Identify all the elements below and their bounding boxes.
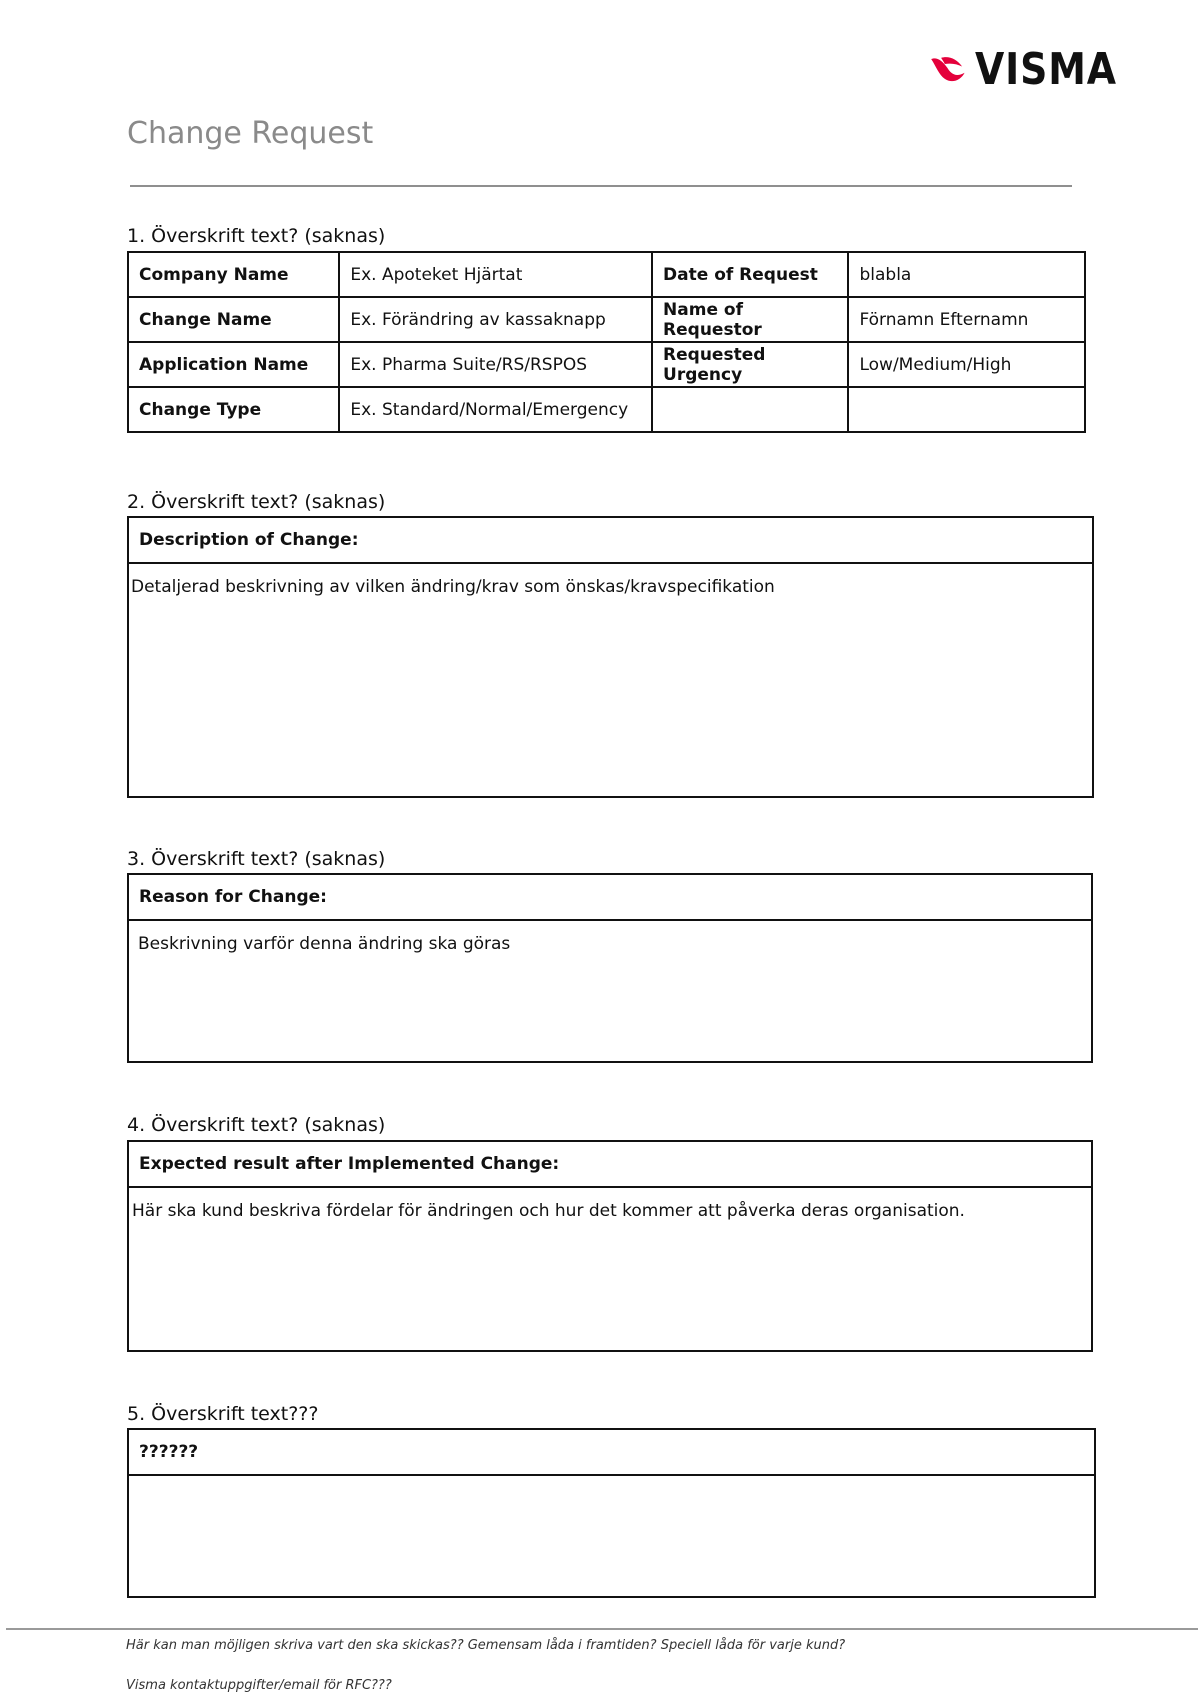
change-type-label: Change Type: [128, 387, 339, 432]
description-of-change-text[interactable]: Detaljerad beskrivning av vilken ändring/krav som önskas/kravspecifikation: [131, 577, 775, 597]
table-row: [128, 342, 1085, 387]
page-title: Change Request: [127, 116, 374, 151]
requested-urgency-value[interactable]: Low/Medium/High: [848, 342, 1085, 387]
empty-value-cell[interactable]: [848, 387, 1085, 432]
reason-for-change-title: Reason for Change:: [129, 875, 1091, 921]
table-row: [128, 252, 1085, 297]
title-divider: [130, 185, 1072, 187]
section-3-heading: 3. Överskrift text? (saknas): [127, 848, 386, 870]
table-row: [128, 387, 1085, 432]
footer-divider: [6, 1628, 1198, 1630]
reason-for-change-text[interactable]: Beskrivning varför denna ändring ska göras: [138, 934, 511, 954]
expected-result-text[interactable]: Här ska kund beskriva fördelar för ändringen och hur det kommer att påverka deras organisation.: [132, 1201, 965, 1221]
section-2-heading: 2. Överskrift text? (saknas): [127, 491, 386, 513]
section-5-title: ??????: [129, 1430, 1094, 1476]
footer-note-2: Visma kontaktuppgifter/email för RFC???: [126, 1678, 392, 1693]
company-name-label: Company Name: [128, 252, 339, 297]
change-name-label: Change Name: [128, 297, 339, 342]
application-name-label: Application Name: [128, 342, 339, 387]
section-1-heading: 1. Överskrift text? (saknas): [127, 225, 386, 247]
application-name-value[interactable]: Ex. Pharma Suite/RS/RSPOS: [339, 342, 652, 387]
visma-swoosh-icon: [930, 47, 967, 91]
section-5-box: [127, 1428, 1096, 1598]
date-of-request-value[interactable]: blabla: [848, 252, 1085, 297]
date-of-request-label: Date of Request: [652, 252, 848, 297]
table-row: [128, 297, 1085, 342]
request-info-table: [127, 251, 1086, 433]
reason-for-change-box: [127, 873, 1093, 1063]
visma-wordmark: VISMA: [975, 43, 1117, 95]
empty-label-cell: [652, 387, 848, 432]
expected-result-box: [127, 1140, 1093, 1352]
footer-note-1: Här kan man möjligen skriva vart den ska skickas?? Gemensam låda i framtiden? Speciell låda för varje kund?: [126, 1638, 846, 1653]
visma-logo: [930, 44, 1140, 94]
description-of-change-box: [127, 516, 1094, 798]
section-5-heading: 5. Överskrift text???: [127, 1403, 319, 1425]
section-4-heading: 4. Överskrift text? (saknas): [127, 1114, 386, 1136]
name-of-requestor-label: Name of Requestor: [652, 297, 848, 342]
expected-result-title: Expected result after Implemented Change:: [129, 1142, 1091, 1188]
description-of-change-title: Description of Change:: [129, 518, 1092, 564]
change-name-value[interactable]: Ex. Förändring av kassaknapp: [339, 297, 652, 342]
section-5-text[interactable]: [129, 1476, 1094, 1488]
company-name-value[interactable]: Ex. Apoteket Hjärtat: [339, 252, 652, 297]
change-type-value[interactable]: Ex. Standard/Normal/Emergency: [339, 387, 652, 432]
requested-urgency-label: Requested Urgency: [652, 342, 848, 387]
name-of-requestor-value[interactable]: Förnamn Efternamn: [848, 297, 1085, 342]
